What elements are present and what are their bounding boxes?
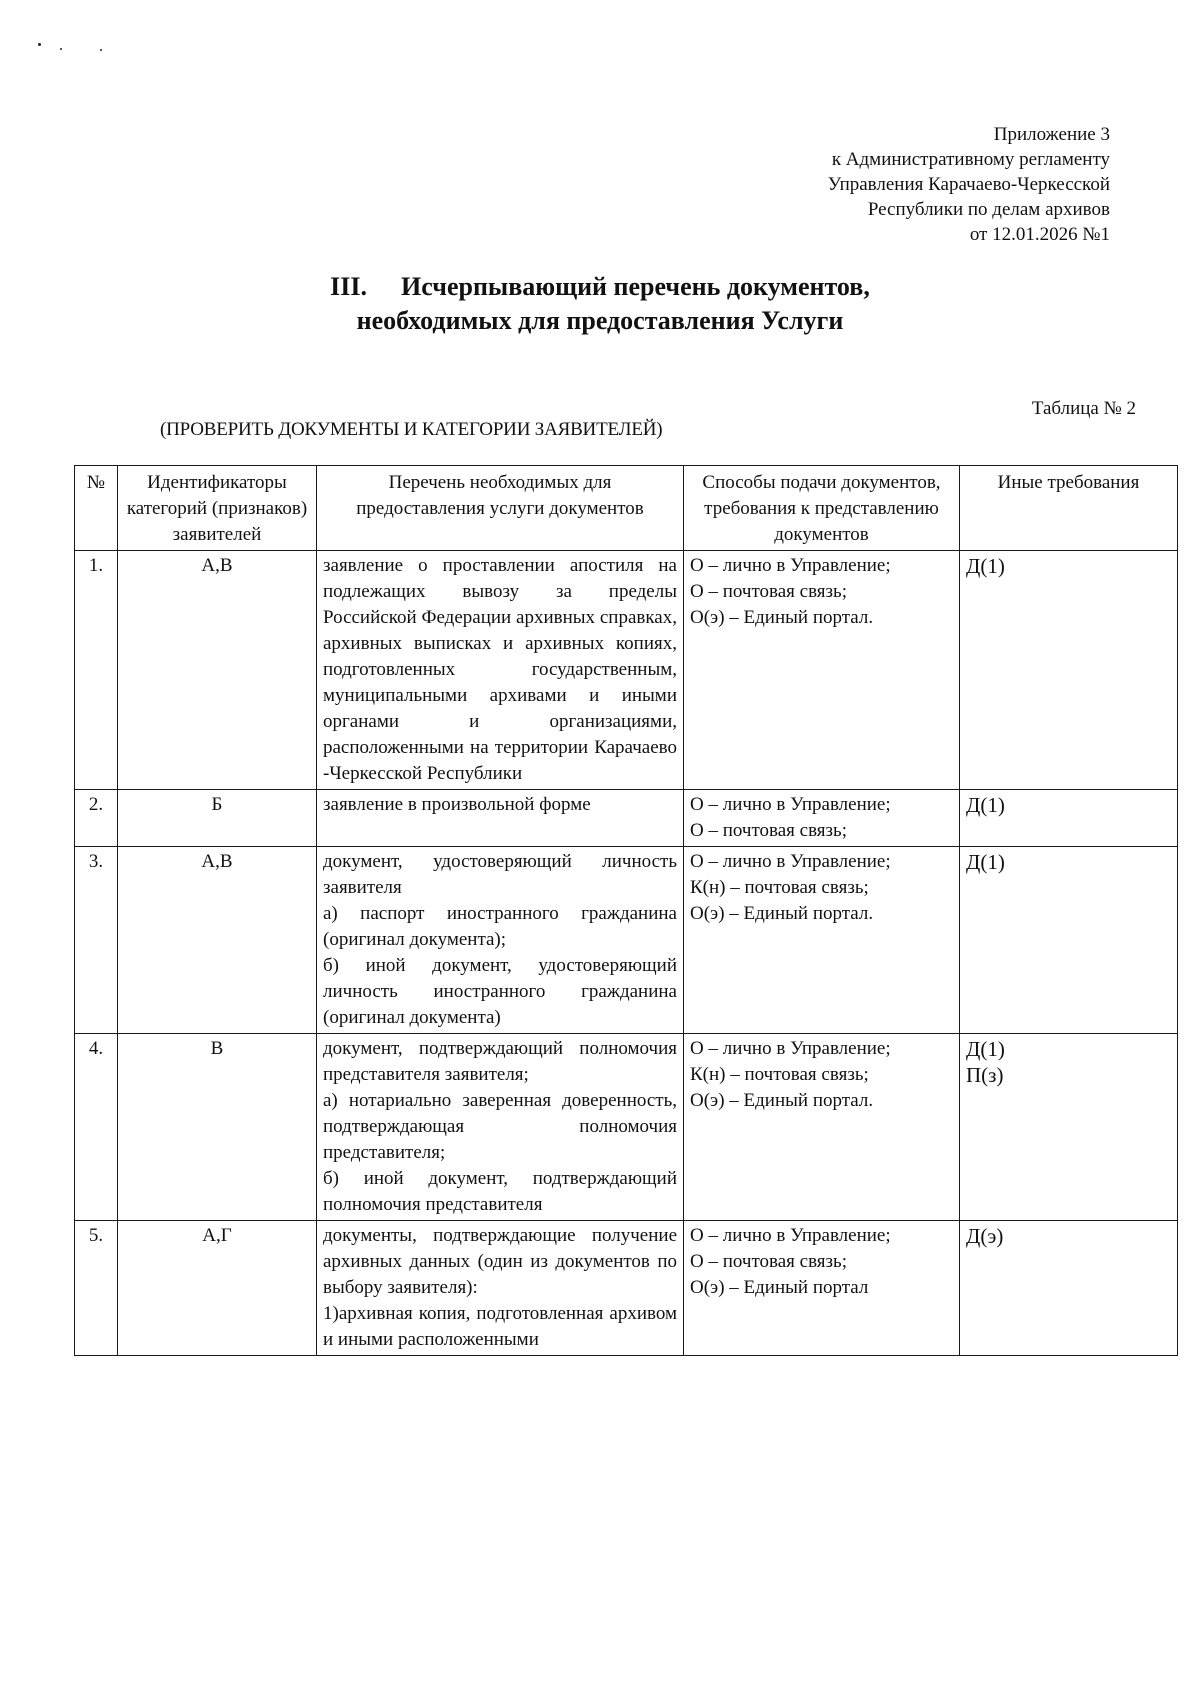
method-line: О(э) – Единый портал. [690, 607, 874, 628]
row-number: 4. [75, 1034, 118, 1221]
appendix-line: от 12.01.2026 №1 [969, 224, 1110, 245]
appendix-line: Приложение 3 [993, 124, 1110, 145]
row-identifiers: Б [118, 790, 317, 847]
document-text: б) иной документ, удостоверяющий личность иностранного гражданина (оригинал документа) [323, 955, 677, 1028]
method-line: О – почтовая связь; [690, 820, 847, 841]
table-header-row [75, 466, 1178, 551]
method-line: О – лично в Управление; [690, 794, 891, 815]
documents-table [74, 465, 1178, 1356]
document-text: а) паспорт иностранного гражданина (оригинал документа); [323, 903, 677, 950]
document-text: документ, удостоверяющий личность заявителя [323, 851, 677, 898]
row-number: 5. [75, 1221, 118, 1356]
title-line-1: Исчерпывающий перечень документов, [401, 272, 870, 301]
row-number: 3. [75, 847, 118, 1034]
row-methods [684, 1034, 960, 1221]
table-row [75, 1034, 1178, 1221]
method-line: О(э) – Единый портал. [690, 1090, 874, 1111]
header-other-requirements: Иные требования [960, 466, 1178, 551]
method-line: К(н) – почтовая связь; [690, 877, 869, 898]
appendix-block [828, 122, 1110, 247]
row-identifiers: А,Г [118, 1221, 317, 1356]
table-row [75, 790, 1178, 847]
document-text: документ, подтверждающий полномочия представителя заявителя; [323, 1038, 677, 1085]
check-note: (ПРОВЕРИТЬ ДОКУМЕНТЫ И КАТЕГОРИИ ЗАЯВИТЕЛЕЙ) [160, 419, 663, 440]
method-line: О – лично в Управление; [690, 1225, 891, 1246]
document-text: заявление в произвольной форме [323, 794, 591, 815]
scan-specks [38, 40, 118, 54]
row-requirements [960, 1221, 1178, 1356]
header-submission-methods: Способы подачи документов, требования к представлению документов [684, 466, 960, 551]
document-text: 1)архивная копия, подготовленная архивом и иными расположенными [323, 1303, 677, 1350]
header-identifiers: Идентификаторы категорий (признаков) заявителей [118, 466, 317, 551]
row-identifiers: А,В [118, 847, 317, 1034]
row-number: 1. [75, 551, 118, 790]
requirement-code: Д(1) [966, 850, 1005, 874]
row-requirements [960, 847, 1178, 1034]
table-row [75, 551, 1178, 790]
row-methods [684, 790, 960, 847]
scan-speck [60, 48, 62, 50]
scan-speck [38, 43, 41, 46]
row-documents [317, 790, 684, 847]
requirement-code: Д(э) [966, 1224, 1004, 1248]
row-requirements [960, 790, 1178, 847]
header-documents: Перечень необходимых для предоставления услуги документов [317, 466, 684, 551]
section-title [0, 270, 1200, 338]
scan-speck [100, 49, 102, 51]
appendix-line: Управления Карачаево-Черкесской [827, 174, 1110, 195]
requirement-code: Д(1) [966, 793, 1005, 817]
header-number: № [75, 466, 118, 551]
row-identifiers: А,В [118, 551, 317, 790]
section-number: III. [330, 272, 368, 301]
method-line: О – почтовая связь; [690, 1251, 847, 1272]
row-requirements [960, 1034, 1178, 1221]
method-line: О – лично в Управление; [690, 555, 891, 576]
method-line: О – почтовая связь; [690, 581, 847, 602]
row-methods [684, 551, 960, 790]
method-line: О – лично в Управление; [690, 851, 891, 872]
method-line: О – лично в Управление; [690, 1038, 891, 1059]
row-number: 2. [75, 790, 118, 847]
table-row [75, 847, 1178, 1034]
appendix-line: к Административному регламенту [831, 149, 1110, 170]
requirement-code: Д(1) [966, 554, 1005, 578]
appendix-line: Республики по делам архивов [867, 199, 1110, 220]
requirement-code: Д(1) [966, 1037, 1005, 1061]
document-text: б) иной документ, подтверждающий полномочия представителя [323, 1168, 677, 1215]
document-text: а) нотариально заверенная доверенность, подтверждающая полномочия представителя; [323, 1090, 677, 1163]
row-methods [684, 847, 960, 1034]
document-text: документы, подтверждающие получение архивных данных (один из документов по выбору заявителя): [323, 1225, 677, 1298]
document-text: заявление о проставлении апостиля на подлежащих вывозу за пределы Российской Федерации архивных справках, архивных выписках и архивных копиях, подготовленных государственным, муниципальными архивами и иными органами и организациями, расположенными на территории Карачаево -Черкесской Республики [323, 555, 677, 784]
row-identifiers: В [118, 1034, 317, 1221]
row-methods [684, 1221, 960, 1356]
row-requirements [960, 551, 1178, 790]
row-documents [317, 1034, 684, 1221]
method-line: О(э) – Единый портал. [690, 903, 874, 924]
title-line-2: необходимых для предоставления Услуги [356, 306, 844, 335]
row-documents [317, 1221, 684, 1356]
table-row [75, 1221, 1178, 1356]
table-number: Таблица № 2 [1031, 398, 1136, 419]
row-documents [317, 551, 684, 790]
row-documents [317, 847, 684, 1034]
method-line: О(э) – Единый портал [690, 1277, 869, 1298]
method-line: К(н) – почтовая связь; [690, 1064, 869, 1085]
requirement-code: П(з) [966, 1063, 1004, 1087]
